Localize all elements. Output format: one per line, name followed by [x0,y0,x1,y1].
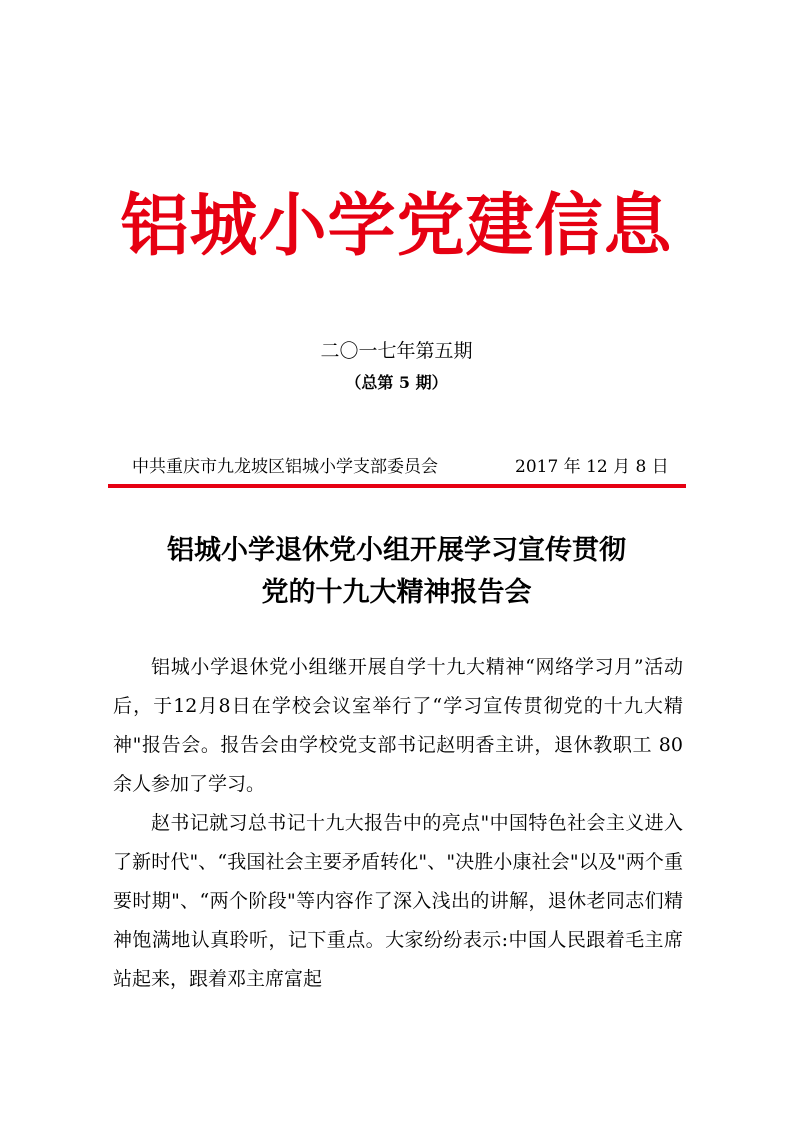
headline-line-2: 党的十九大精神报告会 [261,577,532,608]
issuing-organization: 中共重庆市九龙坡区铝城小学支部委员会 [132,457,438,477]
article-paragraph-1: 铝城小学退休党小组继开展自学十九大精神“网络学习月”活动后，于12月8日在学校会议室举行了“学习宣传贯彻党的十九大精神"报告会。报告会由学校党支部书记赵明香主讲，退休教职工 80 余人参加了学习。 [113,656,683,795]
article-body [113,648,683,999]
article-paragraph-2: 赵书记就习总书记十九大报告中的亮点"中国特色社会主义进入了新时代"、“我国社会主要矛盾转化"、"决胜小康社会"以及"两个重要时期"、“两个阶段"等内容作了深入浅出的讲解，退休老同志们精神饱满地认真聆听，记下重点。大家纷纷表示:中国人民跟着毛主席站起来，跟着邓主席富起 [113,812,683,990]
issue-number: 二〇一七年第五期 [320,340,473,362]
article-headline [0,530,793,614]
masthead-title: 铝城小学党建信息 [120,186,673,266]
total-issue-number: （总第 5 期） [345,373,448,392]
headline-line-1: 铝城小学退休党小组开展学习宣传贯彻 [167,535,626,566]
issue-date: 2017 年 12 月 8 日 [515,457,669,477]
red-divider-rule [108,484,686,488]
